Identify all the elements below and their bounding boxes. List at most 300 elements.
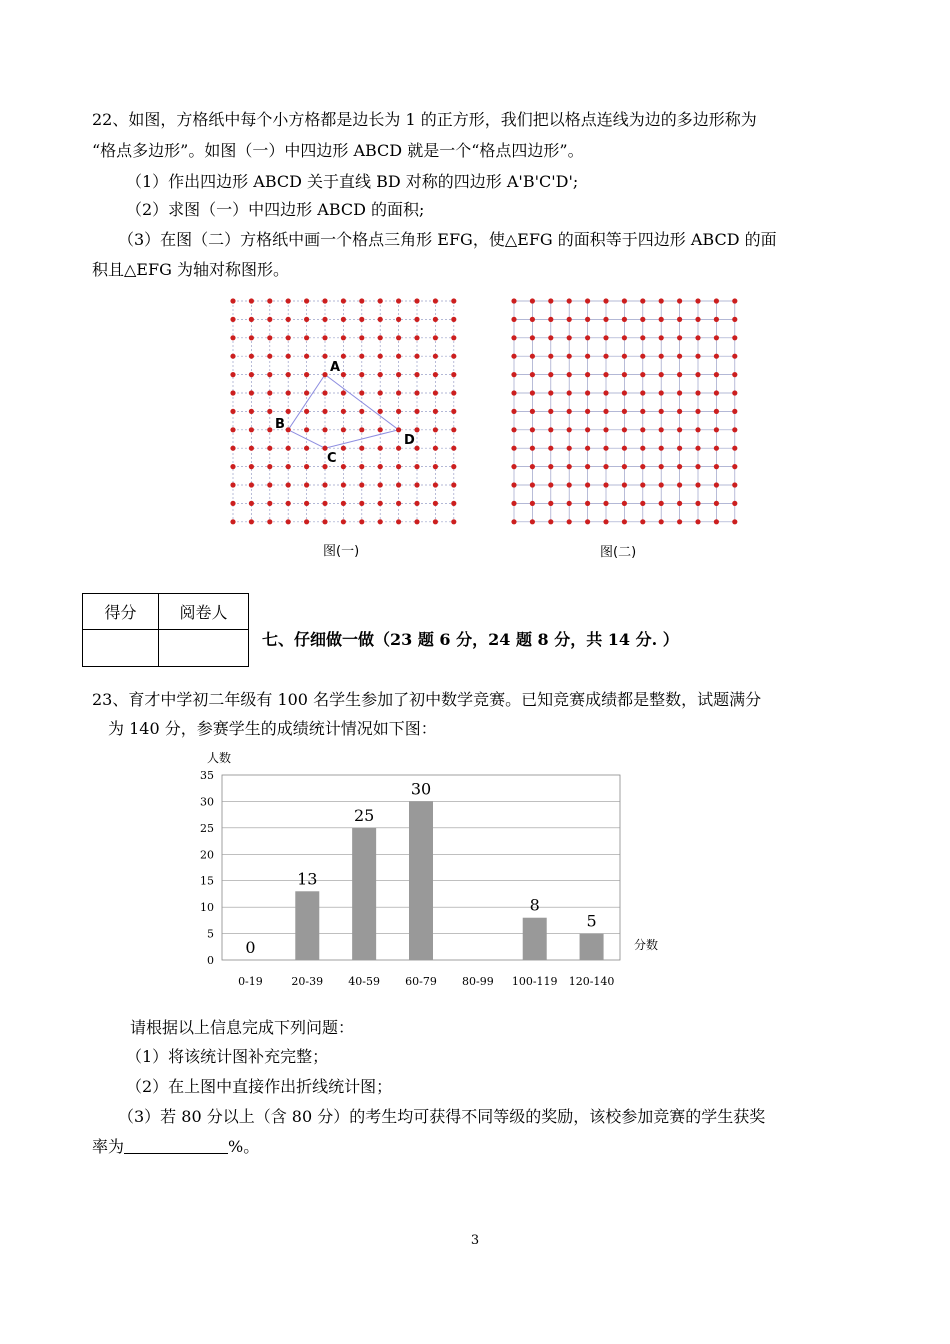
grid2-lattice-dot (603, 354, 608, 359)
grid2-lattice-dot (622, 482, 627, 487)
answer-blank[interactable] (124, 1135, 228, 1154)
grid1-lattice-dot (451, 390, 456, 395)
x-tick-label: 60-79 (405, 975, 437, 988)
grid2-lattice-dot (567, 446, 572, 451)
grid2-lattice-dot (695, 446, 700, 451)
grid2-lattice-dot (548, 501, 553, 506)
grid2-lattice-dot (622, 335, 627, 340)
grid2-lattice-dot (622, 317, 627, 322)
figure-1-caption: 图(一) (323, 544, 360, 559)
score-bar-chart (185, 745, 685, 995)
q23-part1: （1）将该统计图补充完整； (126, 1047, 329, 1066)
grid1-lattice-dot (304, 519, 309, 524)
grid1-lattice-dot (396, 482, 401, 487)
grid1-lattice-dot (304, 446, 309, 451)
grid2-lattice-dot (659, 372, 664, 377)
grid1-lattice-dot (378, 427, 383, 432)
grid2-lattice-dot (530, 390, 535, 395)
grid2-lattice-dot (530, 519, 535, 524)
grid2-lattice-dot (659, 427, 664, 432)
grid1-lattice-dot (414, 317, 419, 322)
q23-line2: 为 140 分，参赛学生的成绩统计情况如下图： (108, 719, 437, 738)
grid2-lattice-dot (548, 372, 553, 377)
grid2-lattice-dot (714, 501, 719, 506)
grid2-lattice-dot (640, 409, 645, 414)
grid1-lattice-dot (286, 409, 291, 414)
q22-part1: （1）作出四边形 ABCD 关于直线 BD 对称的四边形 A'B'C'D'; (126, 172, 579, 191)
grid1-lattice-dot (433, 409, 438, 414)
grid2-lattice-dot (511, 464, 516, 469)
grid2-lattice-dot (585, 409, 590, 414)
grid1-lattice-dot (396, 427, 401, 432)
grid2-lattice-dot (603, 427, 608, 432)
grid1-lattice-dot (304, 501, 309, 506)
grid1-lattice-dot (359, 446, 364, 451)
grid1-lattice-dot (396, 390, 401, 395)
y-tick-label: 30 (200, 795, 214, 809)
grid2-lattice-dot (714, 298, 719, 303)
grid1-lattice-dot (249, 372, 254, 377)
bar-data-label: 8 (529, 895, 540, 915)
grid2-lattice-dot (640, 482, 645, 487)
q22-line2: “格点多边形”。如图（一）中四边形 ABCD 就是一个“格点四边形”。 (92, 141, 584, 160)
grid2-lattice-dot (695, 501, 700, 506)
grid1-lattice-dot (230, 446, 235, 451)
y-tick-label: 35 (200, 769, 214, 782)
grid1-lattice-dot (230, 464, 235, 469)
grid1-lattice-dot (341, 446, 346, 451)
grid1-lattice-dot (230, 354, 235, 359)
grid2-lattice-dot (677, 446, 682, 451)
grid2-lattice-dot (714, 317, 719, 322)
grid2-lattice-dot (511, 335, 516, 340)
grid2-lattice-dot (714, 446, 719, 451)
grid2-lattice-dot (530, 482, 535, 487)
grid2-lattice-dot (622, 446, 627, 451)
grid1-lattice-dot (341, 427, 346, 432)
y-tick-label: 15 (200, 874, 214, 888)
grid1-lattice-dot (304, 427, 309, 432)
grid1-lattice-dot (286, 446, 291, 451)
grid1-lattice-dot (433, 317, 438, 322)
grid1-lattice-dot (359, 482, 364, 487)
grid1-lattice-dot (267, 446, 272, 451)
grid2-lattice-dot (659, 446, 664, 451)
bar-data-label: 25 (353, 805, 375, 825)
grid1-lattice-dot (304, 464, 309, 469)
figure-2-caption: 图(二) (600, 545, 637, 560)
grid2-lattice-dot (732, 464, 737, 469)
grid2-lattice-dot (695, 409, 700, 414)
x-tick-label: 0-19 (238, 975, 263, 988)
q22-line1: 22、如图，方格纸中每个小方格都是边长为 1 的正方形，我们把以格点连线为边的多边形称为 (92, 110, 757, 129)
grid1-lattice-dot (249, 501, 254, 506)
grid1-lattice-dot (230, 501, 235, 506)
grid2-lattice-dot (585, 354, 590, 359)
grid1-lattice-dot (414, 354, 419, 359)
grid1-lattice-dot (267, 464, 272, 469)
grid1-lattice-dot (286, 519, 291, 524)
grid2-lattice-dot (677, 372, 682, 377)
x-tick-label: 100-119 (511, 975, 558, 988)
grid1-lattice-dot (341, 409, 346, 414)
grid1-lattice-dot (341, 317, 346, 322)
grid1-lattice-dot (230, 298, 235, 303)
grid1-lattice-dot (249, 446, 254, 451)
grid1-lattice-dot (378, 501, 383, 506)
grid2-lattice-dot (695, 482, 700, 487)
y-axis-title: 人数 (207, 751, 232, 765)
label-c: C (327, 451, 337, 466)
grid2-lattice-dot (714, 354, 719, 359)
grid2-lattice-dot (511, 372, 516, 377)
grid1-lattice-dot (378, 519, 383, 524)
figure-2-grid (505, 292, 745, 532)
q23-part3-prefix: 率为 (92, 1137, 125, 1156)
grid2-lattice-dot (677, 519, 682, 524)
grid2-lattice-dot (640, 446, 645, 451)
x-tick-label: 20-39 (291, 975, 324, 988)
grid2-lattice-dot (714, 464, 719, 469)
grid1-lattice-dot (359, 354, 364, 359)
grid1-lattice-dot (249, 335, 254, 340)
grid2-lattice-dot (603, 464, 608, 469)
grid2-lattice-dot (548, 464, 553, 469)
grid2-lattice-dot (603, 335, 608, 340)
grid2-lattice-dot (530, 354, 535, 359)
grid1-lattice-dot (341, 519, 346, 524)
grid1-lattice-dot (451, 427, 456, 432)
grid2-lattice-dot (511, 482, 516, 487)
grid1-lattice-dot (304, 298, 309, 303)
grid1-lattice-dot (322, 482, 327, 487)
bar (523, 918, 547, 960)
grid2-lattice-dot (622, 464, 627, 469)
grid1-lattice-dot (286, 482, 291, 487)
grid1-lattice-dot (304, 354, 309, 359)
grid1-lattice-dot (249, 298, 254, 303)
grid1-lattice-dot (322, 427, 327, 432)
bar (295, 891, 319, 960)
grid2-lattice-dot (659, 390, 664, 395)
grid1-lattice-dot (359, 372, 364, 377)
grid1-lattice-dot (267, 427, 272, 432)
grid1-lattice-dot (378, 390, 383, 395)
grid1-lattice-dot (286, 317, 291, 322)
label-d: D (404, 433, 415, 448)
grid2-lattice-dot (585, 427, 590, 432)
score-header: 得分 (83, 594, 159, 630)
grid1-lattice-dot (341, 390, 346, 395)
grid2-lattice-dot (603, 482, 608, 487)
grid2-lattice-dot (585, 372, 590, 377)
grid1-lattice-dot (230, 427, 235, 432)
grader-header: 阅卷人 (159, 594, 249, 630)
q23-intro: 请根据以上信息完成下列问题： (130, 1018, 355, 1037)
section-7-title: 七、仔细做一做（23 题 6 分，24 题 8 分，共 14 分. ） (262, 630, 679, 649)
bar (352, 828, 376, 960)
grid1-lattice-dot (304, 409, 309, 414)
grid1-lattice-dot (341, 298, 346, 303)
grid1-lattice-dot (267, 482, 272, 487)
grid2-lattice-dot (511, 317, 516, 322)
grid2-lattice-dot (677, 409, 682, 414)
grid1-lattice-dot (414, 519, 419, 524)
grid1-lattice-dot (304, 482, 309, 487)
grid2-lattice-dot (640, 298, 645, 303)
grid1-lattice-dot (359, 427, 364, 432)
grid1-lattice-dot (433, 335, 438, 340)
grid2-lattice-dot (511, 446, 516, 451)
figure-1-grid (224, 292, 464, 532)
grid1-lattice-dot (433, 298, 438, 303)
grid2-lattice-dot (695, 390, 700, 395)
grid1-lattice-dot (322, 372, 327, 377)
grid2-lattice-dot (714, 335, 719, 340)
grid1-lattice-dot (286, 464, 291, 469)
y-tick-label: 25 (200, 821, 214, 835)
grid1-lattice-dot (433, 372, 438, 377)
grid2-lattice-dot (585, 464, 590, 469)
grid2-lattice-dot (567, 409, 572, 414)
x-tick-label: 80-99 (461, 975, 494, 988)
grid1-lattice-dot (249, 519, 254, 524)
grid1-lattice-dot (451, 519, 456, 524)
grid1-lattice-dot (451, 409, 456, 414)
grid2-lattice-dot (548, 482, 553, 487)
y-tick-label: 5 (207, 927, 214, 941)
grid2-lattice-dot (640, 372, 645, 377)
grid1-lattice-dot (341, 464, 346, 469)
grid1-lattice-dot (378, 298, 383, 303)
grid1-lattice-dot (286, 335, 291, 340)
grid2-lattice-dot (732, 372, 737, 377)
grid1-lattice-dot (414, 464, 419, 469)
grid2-lattice-dot (567, 427, 572, 432)
grid1-lattice-dot (359, 317, 364, 322)
grid2-lattice-dot (530, 464, 535, 469)
grid1-lattice-dot (451, 446, 456, 451)
grid2-lattice-dot (585, 446, 590, 451)
grid1-lattice-dot (341, 354, 346, 359)
grid2-lattice-dot (622, 354, 627, 359)
grid1-lattice-dot (322, 317, 327, 322)
grid2-lattice-dot (548, 335, 553, 340)
grid2-lattice-dot (511, 519, 516, 524)
grid1-lattice-dot (341, 501, 346, 506)
grid2-lattice-dot (567, 298, 572, 303)
grid1-lattice-dot (322, 519, 327, 524)
grid2-lattice-dot (548, 519, 553, 524)
grid2-lattice-dot (530, 372, 535, 377)
grid1-lattice-dot (414, 335, 419, 340)
x-tick-label: 120-140 (568, 975, 615, 988)
y-tick-label: 0 (207, 954, 214, 967)
grid2-lattice-dot (677, 464, 682, 469)
grid1-lattice-dot (451, 482, 456, 487)
grid2-lattice-dot (714, 519, 719, 524)
score-table (82, 593, 249, 667)
grid1-lattice-dot (359, 335, 364, 340)
grid2-lattice-dot (548, 354, 553, 359)
grid1-lattice-dot (286, 501, 291, 506)
grid2-lattice-dot (548, 390, 553, 395)
grid1-lattice-dot (414, 390, 419, 395)
grid1-lattice-dot (359, 409, 364, 414)
grid1-lattice-dot (451, 354, 456, 359)
grid1-lattice-dot (451, 298, 456, 303)
grid1-lattice-dot (249, 464, 254, 469)
grid2-lattice-dot (567, 354, 572, 359)
grid2-lattice-dot (714, 390, 719, 395)
grid2-lattice-dot (677, 335, 682, 340)
grid1-lattice-dot (341, 482, 346, 487)
grid1-lattice-dot (396, 519, 401, 524)
grid2-lattice-dot (659, 519, 664, 524)
grid2-lattice-dot (622, 298, 627, 303)
grid2-lattice-dot (622, 501, 627, 506)
grid2-lattice-dot (695, 464, 700, 469)
grid1-lattice-dot (267, 354, 272, 359)
grid1-lattice-dot (378, 446, 383, 451)
grid2-lattice-dot (677, 482, 682, 487)
grid2-lattice-dot (567, 390, 572, 395)
grid1-lattice-dot (378, 482, 383, 487)
grid2-lattice-dot (603, 501, 608, 506)
grid1-lattice-dot (396, 317, 401, 322)
grid1-lattice-dot (378, 372, 383, 377)
grid2-lattice-dot (659, 501, 664, 506)
grid1-lattice-dot (396, 298, 401, 303)
grid1-lattice-dot (451, 317, 456, 322)
grid2-lattice-dot (567, 464, 572, 469)
grid2-lattice-dot (511, 298, 516, 303)
grid1-lattice-dot (414, 409, 419, 414)
grid1-lattice-dot (359, 298, 364, 303)
x-axis-title: 分数 (634, 938, 659, 952)
grid1-lattice-dot (396, 446, 401, 451)
grid1-lattice-dot (433, 390, 438, 395)
grid1-lattice-dot (249, 427, 254, 432)
grid2-lattice-dot (695, 427, 700, 432)
grid1-lattice-dot (230, 335, 235, 340)
grid1-lattice-dot (267, 335, 272, 340)
grid2-lattice-dot (585, 519, 590, 524)
grid2-lattice-dot (511, 390, 516, 395)
grid1-lattice-dot (378, 354, 383, 359)
grid2-lattice-dot (530, 317, 535, 322)
grid1-lattice-dot (267, 501, 272, 506)
grid1-lattice-dot (267, 317, 272, 322)
bar-data-label: 0 (245, 938, 256, 957)
grid2-lattice-dot (732, 317, 737, 322)
grid1-lattice-dot (341, 372, 346, 377)
grid2-lattice-dot (732, 482, 737, 487)
grader-cell[interactable] (159, 630, 249, 667)
grid2-lattice-dot (677, 427, 682, 432)
grid2-lattice-dot (530, 298, 535, 303)
grid2-lattice-dot (585, 317, 590, 322)
grid2-lattice-dot (603, 519, 608, 524)
grid1-lattice-dot (451, 335, 456, 340)
grid2-lattice-dot (695, 298, 700, 303)
grid1-lattice-dot (267, 519, 272, 524)
grid2-lattice-dot (511, 409, 516, 414)
grid1-lattice-dot (378, 409, 383, 414)
grid1-lattice-dot (433, 482, 438, 487)
grid1-lattice-dot (359, 464, 364, 469)
grid1-lattice-dot (249, 354, 254, 359)
grid1-lattice-dot (433, 354, 438, 359)
grid1-lattice-dot (414, 298, 419, 303)
score-cell[interactable] (83, 630, 159, 667)
grid1-lattice-dot (267, 372, 272, 377)
grid1-lattice-dot (396, 409, 401, 414)
grid1-lattice-dot (267, 298, 272, 303)
grid2-lattice-dot (567, 519, 572, 524)
grid1-lattice-dot (451, 464, 456, 469)
grid1-lattice-dot (378, 317, 383, 322)
grid1-lattice-dot (341, 335, 346, 340)
grid2-lattice-dot (585, 501, 590, 506)
grid1-lattice-dot (304, 372, 309, 377)
grid2-lattice-dot (659, 317, 664, 322)
grid2-lattice-dot (640, 354, 645, 359)
grid2-lattice-dot (677, 298, 682, 303)
grid1-lattice-dot (230, 409, 235, 414)
grid1-lattice-dot (396, 335, 401, 340)
grid2-lattice-dot (603, 409, 608, 414)
grid2-lattice-dot (732, 446, 737, 451)
grid2-lattice-dot (622, 390, 627, 395)
grid2-lattice-dot (695, 372, 700, 377)
grid1-lattice-dot (267, 390, 272, 395)
grid2-lattice-dot (695, 335, 700, 340)
grid2-lattice-dot (732, 501, 737, 506)
grid1-lattice-dot (304, 335, 309, 340)
grid2-lattice-dot (659, 335, 664, 340)
grid2-lattice-dot (511, 501, 516, 506)
grid1-lattice-dot (322, 298, 327, 303)
grid2-lattice-dot (567, 482, 572, 487)
grid2-lattice-dot (659, 354, 664, 359)
grid2-lattice-dot (677, 501, 682, 506)
x-tick-label: 40-59 (348, 975, 381, 988)
grid2-lattice-dot (530, 427, 535, 432)
grid1-lattice-dot (322, 354, 327, 359)
grid2-lattice-dot (530, 446, 535, 451)
grid1-lattice-dot (414, 372, 419, 377)
grid2-lattice-dot (640, 501, 645, 506)
y-tick-label: 10 (200, 901, 214, 915)
grid1-lattice-dot (230, 390, 235, 395)
grid1-lattice-dot (249, 482, 254, 487)
grid2-lattice-dot (530, 501, 535, 506)
grid1-lattice-dot (414, 446, 419, 451)
grid2-lattice-dot (732, 354, 737, 359)
grid1-lattice-dot (433, 464, 438, 469)
bar-data-label: 30 (410, 779, 432, 799)
grid2-lattice-dot (622, 372, 627, 377)
grid2-lattice-dot (603, 446, 608, 451)
grid2-lattice-dot (732, 409, 737, 414)
grid1-lattice-dot (304, 317, 309, 322)
grid2-lattice-dot (548, 317, 553, 322)
grid2-lattice-dot (548, 409, 553, 414)
grid2-lattice-dot (732, 519, 737, 524)
bar-data-label: 13 (297, 869, 318, 889)
grid1-lattice-dot (322, 390, 327, 395)
